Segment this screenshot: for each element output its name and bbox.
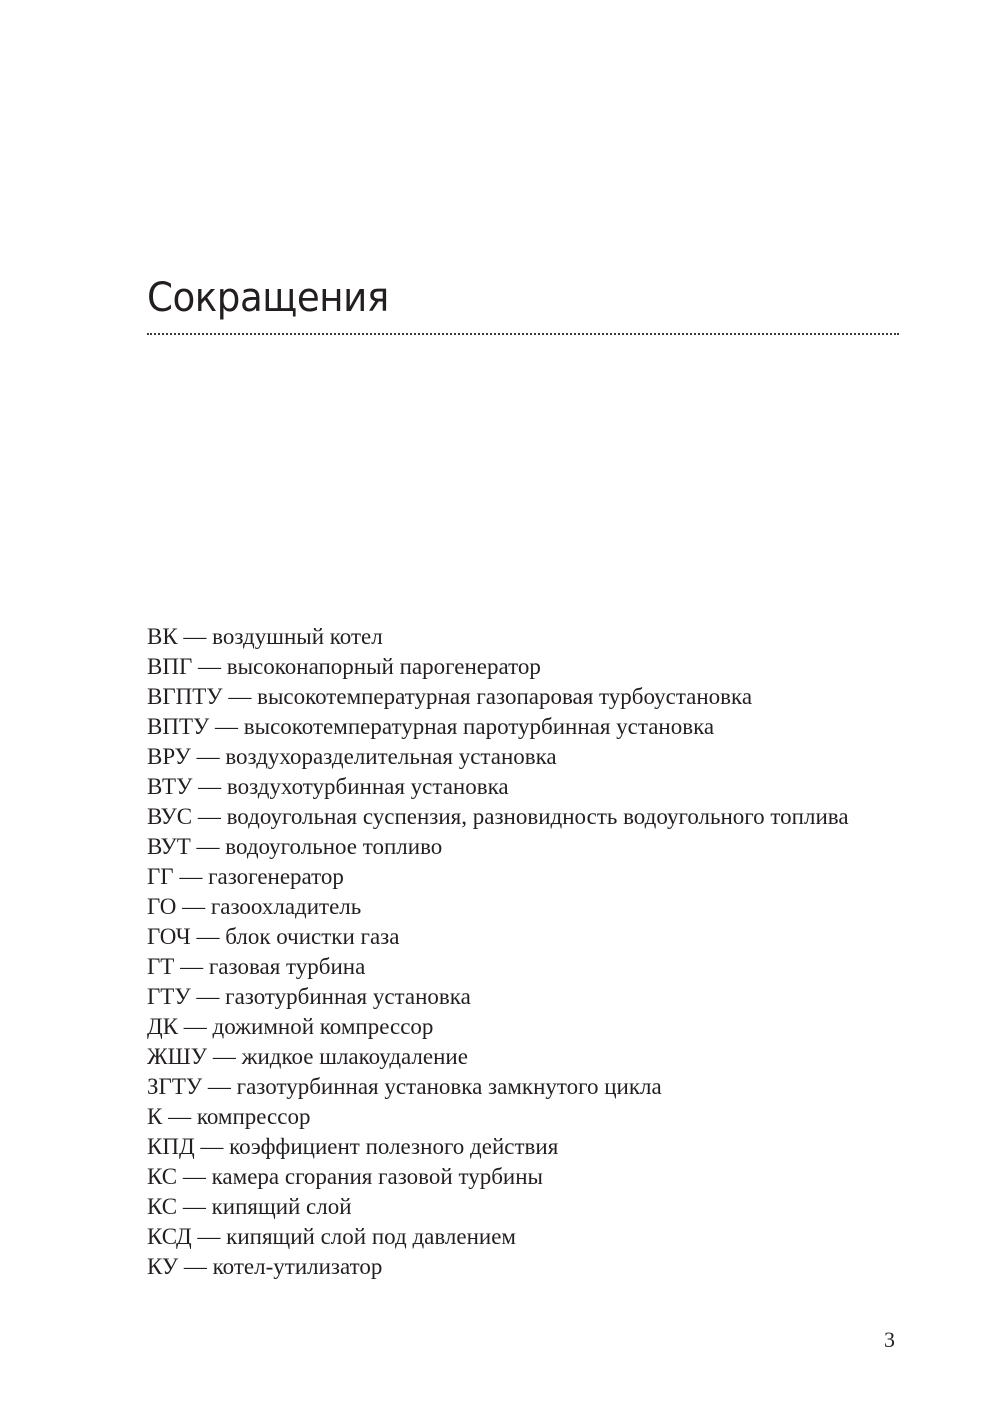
abbreviation-item: ГОЧ — блок очистки газа (147, 924, 400, 949)
abbreviation-item: ГГ — газогенератор (147, 864, 344, 889)
abbreviation-item: ВУТ — водоугольное топливо (147, 834, 443, 859)
abbreviation-list (147, 622, 927, 1282)
abbreviation-item: КПД — коэффициент полезного действия (147, 1134, 559, 1159)
dotted-divider (147, 333, 899, 335)
abbreviation-item: КУ — котел-утилизатор (147, 1254, 383, 1279)
abbreviation-item: ДК — дожимной компрессор (147, 1014, 434, 1039)
abbreviation-item: КС — камера сгорания газовой турбины (147, 1164, 543, 1189)
abbreviation-item: ГТУ — газотурбинная установка (147, 984, 471, 1009)
abbreviation-item: ВПГ — высоконапорный парогенератор (147, 654, 541, 679)
page-number: 3 (884, 1327, 895, 1352)
abbreviation-item: ВГПТУ — высокотемпературная газопаровая турбоустановка (147, 684, 753, 709)
abbreviation-item: КС — кипящий слой (147, 1194, 352, 1219)
abbreviation-item: ГО — газоохладитель (147, 894, 362, 919)
page-title: Сокращения (147, 275, 389, 321)
abbreviation-item: ГТ — газовая турбина (147, 954, 366, 979)
abbreviation-item: КСД — кипящий слой под давлением (147, 1224, 516, 1249)
abbreviation-item: ВТУ — воздухотурбинная установка (147, 774, 509, 799)
abbreviation-item: К — компрессор (147, 1104, 311, 1129)
abbreviation-item: ВРУ — воздухоразделительная установка (147, 744, 557, 769)
abbreviation-item: ЗГТУ — газотурбинная установка замкнутого цикла (147, 1074, 662, 1099)
section-heading (147, 272, 899, 335)
abbreviation-item: ВПТУ — высокотемпературная паротурбинная установка (147, 714, 715, 739)
abbreviation-item: ВК — воздушный котел (147, 624, 383, 649)
abbreviation-item: ЖШУ — жидкое шлакоудаление (147, 1044, 468, 1069)
abbreviation-item: ВУС — водоугольная суспензия, разновидность водоугольного топлива (147, 804, 849, 829)
